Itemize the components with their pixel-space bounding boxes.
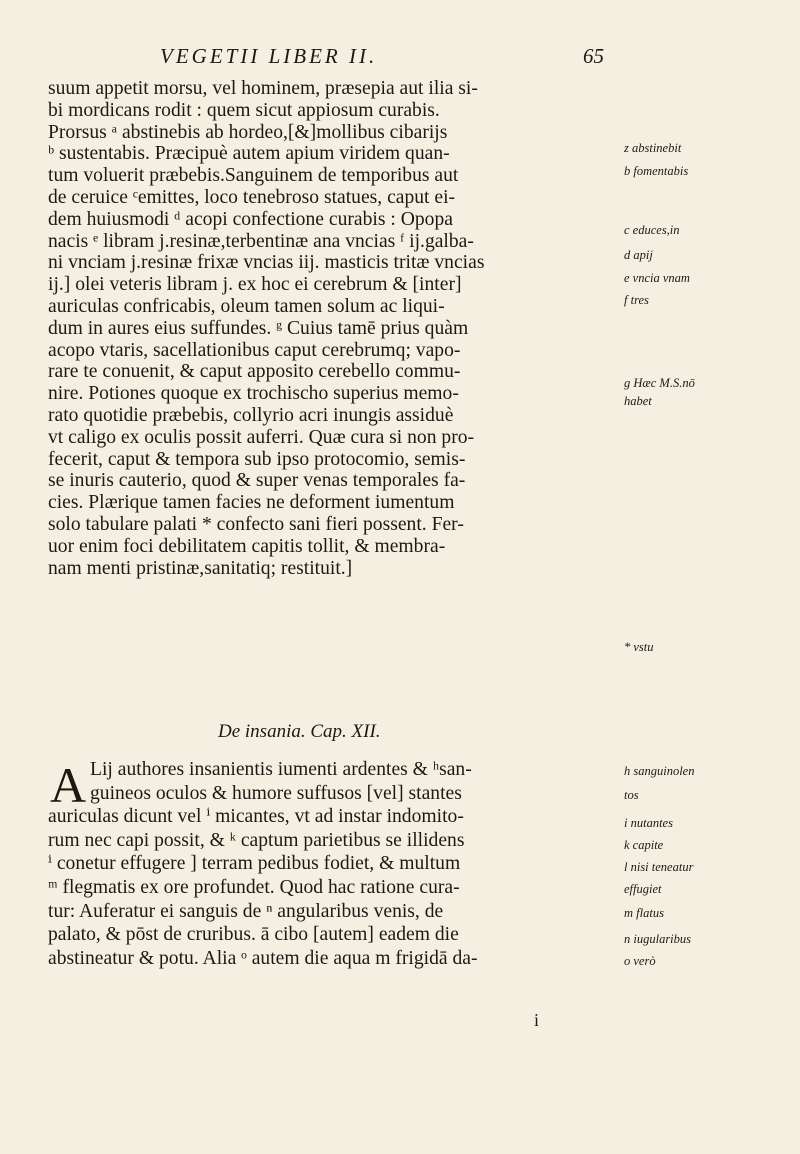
chapter-text — [48, 758, 618, 970]
text-line: ⁱ conetur effugere ] terram pedibus fodiet, & multum — [48, 853, 461, 875]
margin-note: g Hæc M.S.nō — [624, 376, 695, 390]
text-line: de ceruice ᶜemittes, loco tenebroso statues, caput ei- — [48, 186, 456, 208]
text-line: acopo vtaris, sacellationibus caput cerebrumq; vapo- — [48, 339, 461, 361]
catchword: i — [534, 1010, 540, 1030]
running-title: VEGETII LIBER II. — [160, 44, 378, 68]
text-line: ᵐ flegmatis ex ore profundet. Quod hac ratione cura- — [48, 876, 460, 898]
margin-note: effugiet — [624, 882, 662, 896]
margin-note: z abstinebit — [624, 141, 682, 155]
body-text — [48, 78, 618, 579]
text-line: nire. Potiones quoque ex trochischo superius memo- — [48, 383, 459, 405]
margin-note: i nutantes — [624, 816, 673, 830]
margin-note: f tres — [624, 293, 649, 307]
text-line: nam menti pristinæ,sanitatiq; restituit.] — [48, 557, 353, 579]
text-line: nacis ᵉ libram j.resinæ,terbentinæ ana vncias ᶠ ij.galba- — [48, 230, 474, 252]
margin-note: o verò — [624, 954, 656, 968]
text-line: rare te conuenit, & caput apposito cerebello commu- — [48, 361, 461, 383]
text-line: solo tabulare palati * confecto sani fieri possent. Fer- — [48, 513, 464, 535]
margin-note: l nisi teneatur — [624, 860, 694, 874]
text-line: auriculas dicunt vel ⁱ micantes, vt ad instar indomito- — [48, 806, 464, 828]
text-line: dem huiusmodi ᵈ acopi confectione curabis : Opopa — [48, 208, 453, 230]
text-line: fecerit, caput & tempora sub ipso protocomio, semis- — [48, 448, 466, 470]
margin-note: h sanguinolen — [624, 764, 695, 778]
text-line: se inuris cauterio, quod & super venas temporales fa- — [48, 470, 466, 492]
margin-note: * vstu — [624, 640, 654, 654]
text-line: dum in aures eius suffundes. ᵍ Cuius tamē prius quàm — [48, 317, 469, 339]
text-line: rato quotidie præbebis, collyrio acri inungis assiduè — [48, 404, 454, 426]
text-line: tum voluerit præbebis.Sanguinem de temporibus aut — [48, 165, 459, 187]
margin-note: k capite — [624, 838, 664, 852]
margin-note: habet — [624, 394, 652, 408]
text-line: abstineatur & potu. Alia ᵒ autem die aqua m frigidā da- — [48, 947, 478, 969]
text-line: suum appetit morsu, vel hominem, præsepia aut ilia si- — [48, 78, 478, 99]
margin-note: b fomentabis — [624, 164, 689, 178]
margin-note: tos — [624, 788, 639, 802]
text-line: Prorsus ᵃ abstinebis ab hordeo,[&]mollibus cibarijs — [48, 121, 448, 143]
drop-capital: A — [50, 757, 87, 813]
margin-note: c educes,in — [624, 223, 680, 237]
margin-note: e vncia vnam — [624, 271, 690, 285]
margin-note: n iugularibus — [624, 932, 692, 946]
text-line: ni vnciam j.resinæ frixæ vncias iij. masticis tritæ vncias — [48, 252, 485, 274]
margin-note: d apij — [624, 248, 653, 262]
text-line: palato, & pōst de cruribus. ā cibo [autem] eadem die — [48, 924, 459, 946]
text-line: rum nec capi possit, & ᵏ captum parietibus se illidens — [48, 829, 465, 851]
text-line: bi mordicans rodit : quem sicut appiosum curabis. — [48, 99, 440, 121]
page-number: 65 — [583, 44, 604, 68]
text-line: ij.] olei veteris libram j. ex hoc ei cerebrum & [inter] — [48, 274, 462, 296]
margin-note: m flatus — [624, 906, 664, 920]
text-line: ᵇ sustentabis. Præcipuè autem apium viridem quan- — [48, 143, 450, 165]
text-line: auriculas confricabis, oleum tamen solum ac liqui- — [48, 295, 445, 317]
chapter-heading: De insania. Cap. XII. — [218, 721, 381, 742]
text-line: cies. Plærique tamen facies ne deforment iumentum — [48, 492, 455, 514]
text-line: tur: Auferatur ei sanguis de ⁿ angularibus venis, de — [48, 900, 444, 922]
text-line: Lij authores insanientis iumenti ardentes & ʰsan- — [90, 759, 472, 780]
text-line: vt caligo ex oculis possit auferri. Quæ cura si non pro- — [48, 426, 475, 448]
text-line: guineos oculos & humore suffusos [vel] stantes — [90, 782, 462, 804]
text-line: uor enim foci debilitatem capitis tollit, & membra- — [48, 535, 446, 557]
